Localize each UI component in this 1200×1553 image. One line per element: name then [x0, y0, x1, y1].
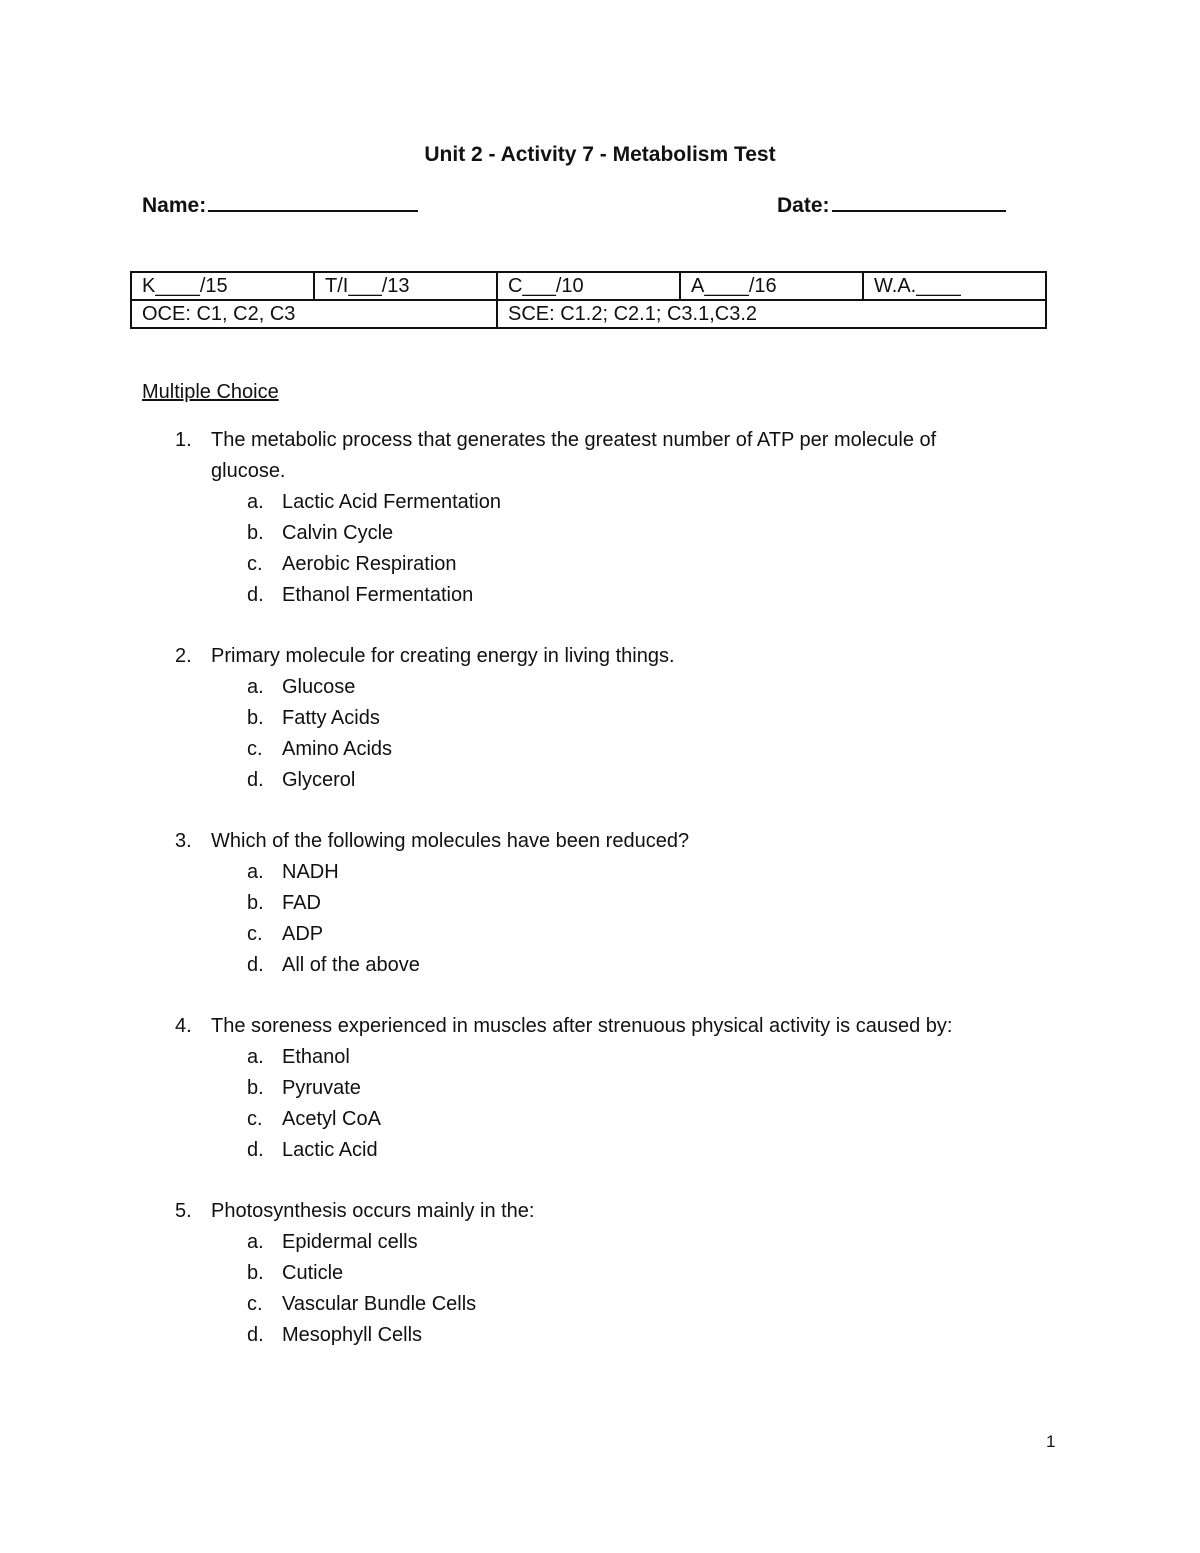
option-text: Epidermal cells — [282, 1231, 418, 1253]
option-letter: a. — [247, 676, 264, 698]
option-letter: c. — [247, 923, 263, 945]
question-text: Primary molecule for creating energy in living things. — [211, 645, 675, 667]
expectations-row — [131, 300, 1046, 328]
question-number: 3. — [175, 830, 192, 852]
option-list — [0, 1042, 1200, 1166]
option-text: Fatty Acids — [282, 707, 380, 729]
option-text: ADP — [282, 923, 324, 945]
option-text: Ethanol Fermentation — [282, 584, 474, 606]
marks-cell-knowledge: K____/15 — [131, 272, 314, 300]
option-item[interactable] — [0, 888, 1200, 919]
option-item[interactable] — [0, 1135, 1200, 1166]
option-item[interactable] — [0, 919, 1200, 950]
option-text: Cuticle — [282, 1262, 344, 1284]
option-item[interactable] — [0, 1073, 1200, 1104]
name-blank[interactable] — [208, 190, 418, 212]
option-text: Lactic Acid Fermentation — [282, 491, 501, 513]
option-text: Lactic Acid — [282, 1139, 378, 1161]
option-letter: a. — [247, 1046, 264, 1068]
option-item[interactable] — [0, 1320, 1200, 1351]
option-text: All of the above — [282, 954, 420, 976]
option-item[interactable] — [0, 1104, 1200, 1135]
option-letter: c. — [247, 553, 263, 575]
option-letter: b. — [247, 1262, 264, 1284]
date-label: Date: — [777, 194, 830, 217]
option-item[interactable] — [0, 549, 1200, 580]
option-item[interactable] — [0, 580, 1200, 611]
option-letter: b. — [247, 1077, 264, 1099]
marks-row — [131, 272, 1046, 300]
date-blank[interactable] — [832, 190, 1006, 212]
question-item — [0, 826, 1200, 981]
option-item[interactable] — [0, 672, 1200, 703]
option-letter: a. — [247, 491, 264, 513]
option-text: Aerobic Respiration — [282, 553, 457, 575]
marks-cell-application: A____/16 — [680, 272, 863, 300]
option-text: Vascular Bundle Cells — [282, 1293, 477, 1315]
option-text: Ethanol — [282, 1046, 350, 1068]
option-item[interactable] — [0, 1042, 1200, 1073]
section-heading: Multiple Choice — [142, 381, 279, 403]
option-text: Glycerol — [282, 769, 356, 791]
option-letter: b. — [247, 522, 264, 544]
question-number: 2. — [175, 645, 192, 667]
option-letter: c. — [247, 1108, 263, 1130]
specific-expectations-cell: SCE: C1.2; C2.1; C3.1,C3.2 — [497, 300, 1046, 328]
marks-cell-thinking: T/I___/13 — [314, 272, 497, 300]
option-list — [0, 857, 1200, 981]
question-item — [0, 425, 1200, 611]
question-text: The soreness experienced in muscles after strenuous physical activity is caused by: — [211, 1015, 953, 1037]
option-text: NADH — [282, 861, 339, 883]
marks-table — [130, 271, 1047, 329]
question-item — [0, 1011, 1200, 1166]
question-list — [0, 425, 1200, 1381]
option-item[interactable] — [0, 950, 1200, 981]
option-text: Mesophyll Cells — [282, 1324, 423, 1346]
question-item — [0, 1196, 1200, 1351]
option-item[interactable] — [0, 1258, 1200, 1289]
option-letter: c. — [247, 1293, 263, 1315]
option-letter: d. — [247, 1324, 264, 1346]
name-field[interactable] — [142, 190, 418, 218]
question-number: 1. — [175, 429, 192, 451]
page-title: Unit 2 - Activity 7 - Metabolism Test — [424, 143, 776, 166]
option-list — [0, 487, 1200, 611]
option-text: Acetyl CoA — [282, 1108, 381, 1130]
option-text: Glucose — [282, 676, 356, 698]
option-list — [0, 672, 1200, 796]
marks-cell-communication: C___/10 — [497, 272, 680, 300]
option-letter: d. — [247, 769, 264, 791]
date-field[interactable] — [777, 190, 1006, 218]
option-text: FAD — [282, 892, 321, 914]
marks-cell-wa: W.A.____ — [863, 272, 1046, 300]
option-letter: d. — [247, 584, 264, 606]
name-label: Name: — [142, 194, 207, 217]
question-text: Which of the following molecules have been reduced? — [211, 830, 690, 852]
option-letter: b. — [247, 892, 264, 914]
option-item[interactable] — [0, 1227, 1200, 1258]
option-item[interactable] — [0, 734, 1200, 765]
option-item[interactable] — [0, 518, 1200, 549]
question-item — [0, 641, 1200, 796]
overall-expectations-cell: OCE: C1, C2, C3 — [131, 300, 497, 328]
option-text: Pyruvate — [282, 1077, 361, 1099]
option-letter: d. — [247, 954, 264, 976]
option-text: Amino Acids — [282, 738, 393, 760]
page-number: 1 — [1046, 1432, 1056, 1451]
option-letter: c. — [247, 738, 263, 760]
question-number: 4. — [175, 1015, 192, 1037]
question-number: 5. — [175, 1200, 192, 1222]
option-letter: a. — [247, 861, 264, 883]
option-item[interactable] — [0, 765, 1200, 796]
option-item[interactable] — [0, 1289, 1200, 1320]
option-text: Calvin Cycle — [282, 522, 394, 544]
option-letter: d. — [247, 1139, 264, 1161]
option-letter: a. — [247, 1231, 264, 1253]
option-item[interactable] — [0, 487, 1200, 518]
option-letter: b. — [247, 707, 264, 729]
option-item[interactable] — [0, 857, 1200, 888]
question-text: Photosynthesis occurs mainly in the: — [211, 1200, 535, 1222]
option-list — [0, 1227, 1200, 1351]
option-item[interactable] — [0, 703, 1200, 734]
question-text: The metabolic process that generates the greatest number of ATP per molecule of glucose. — [211, 429, 937, 482]
